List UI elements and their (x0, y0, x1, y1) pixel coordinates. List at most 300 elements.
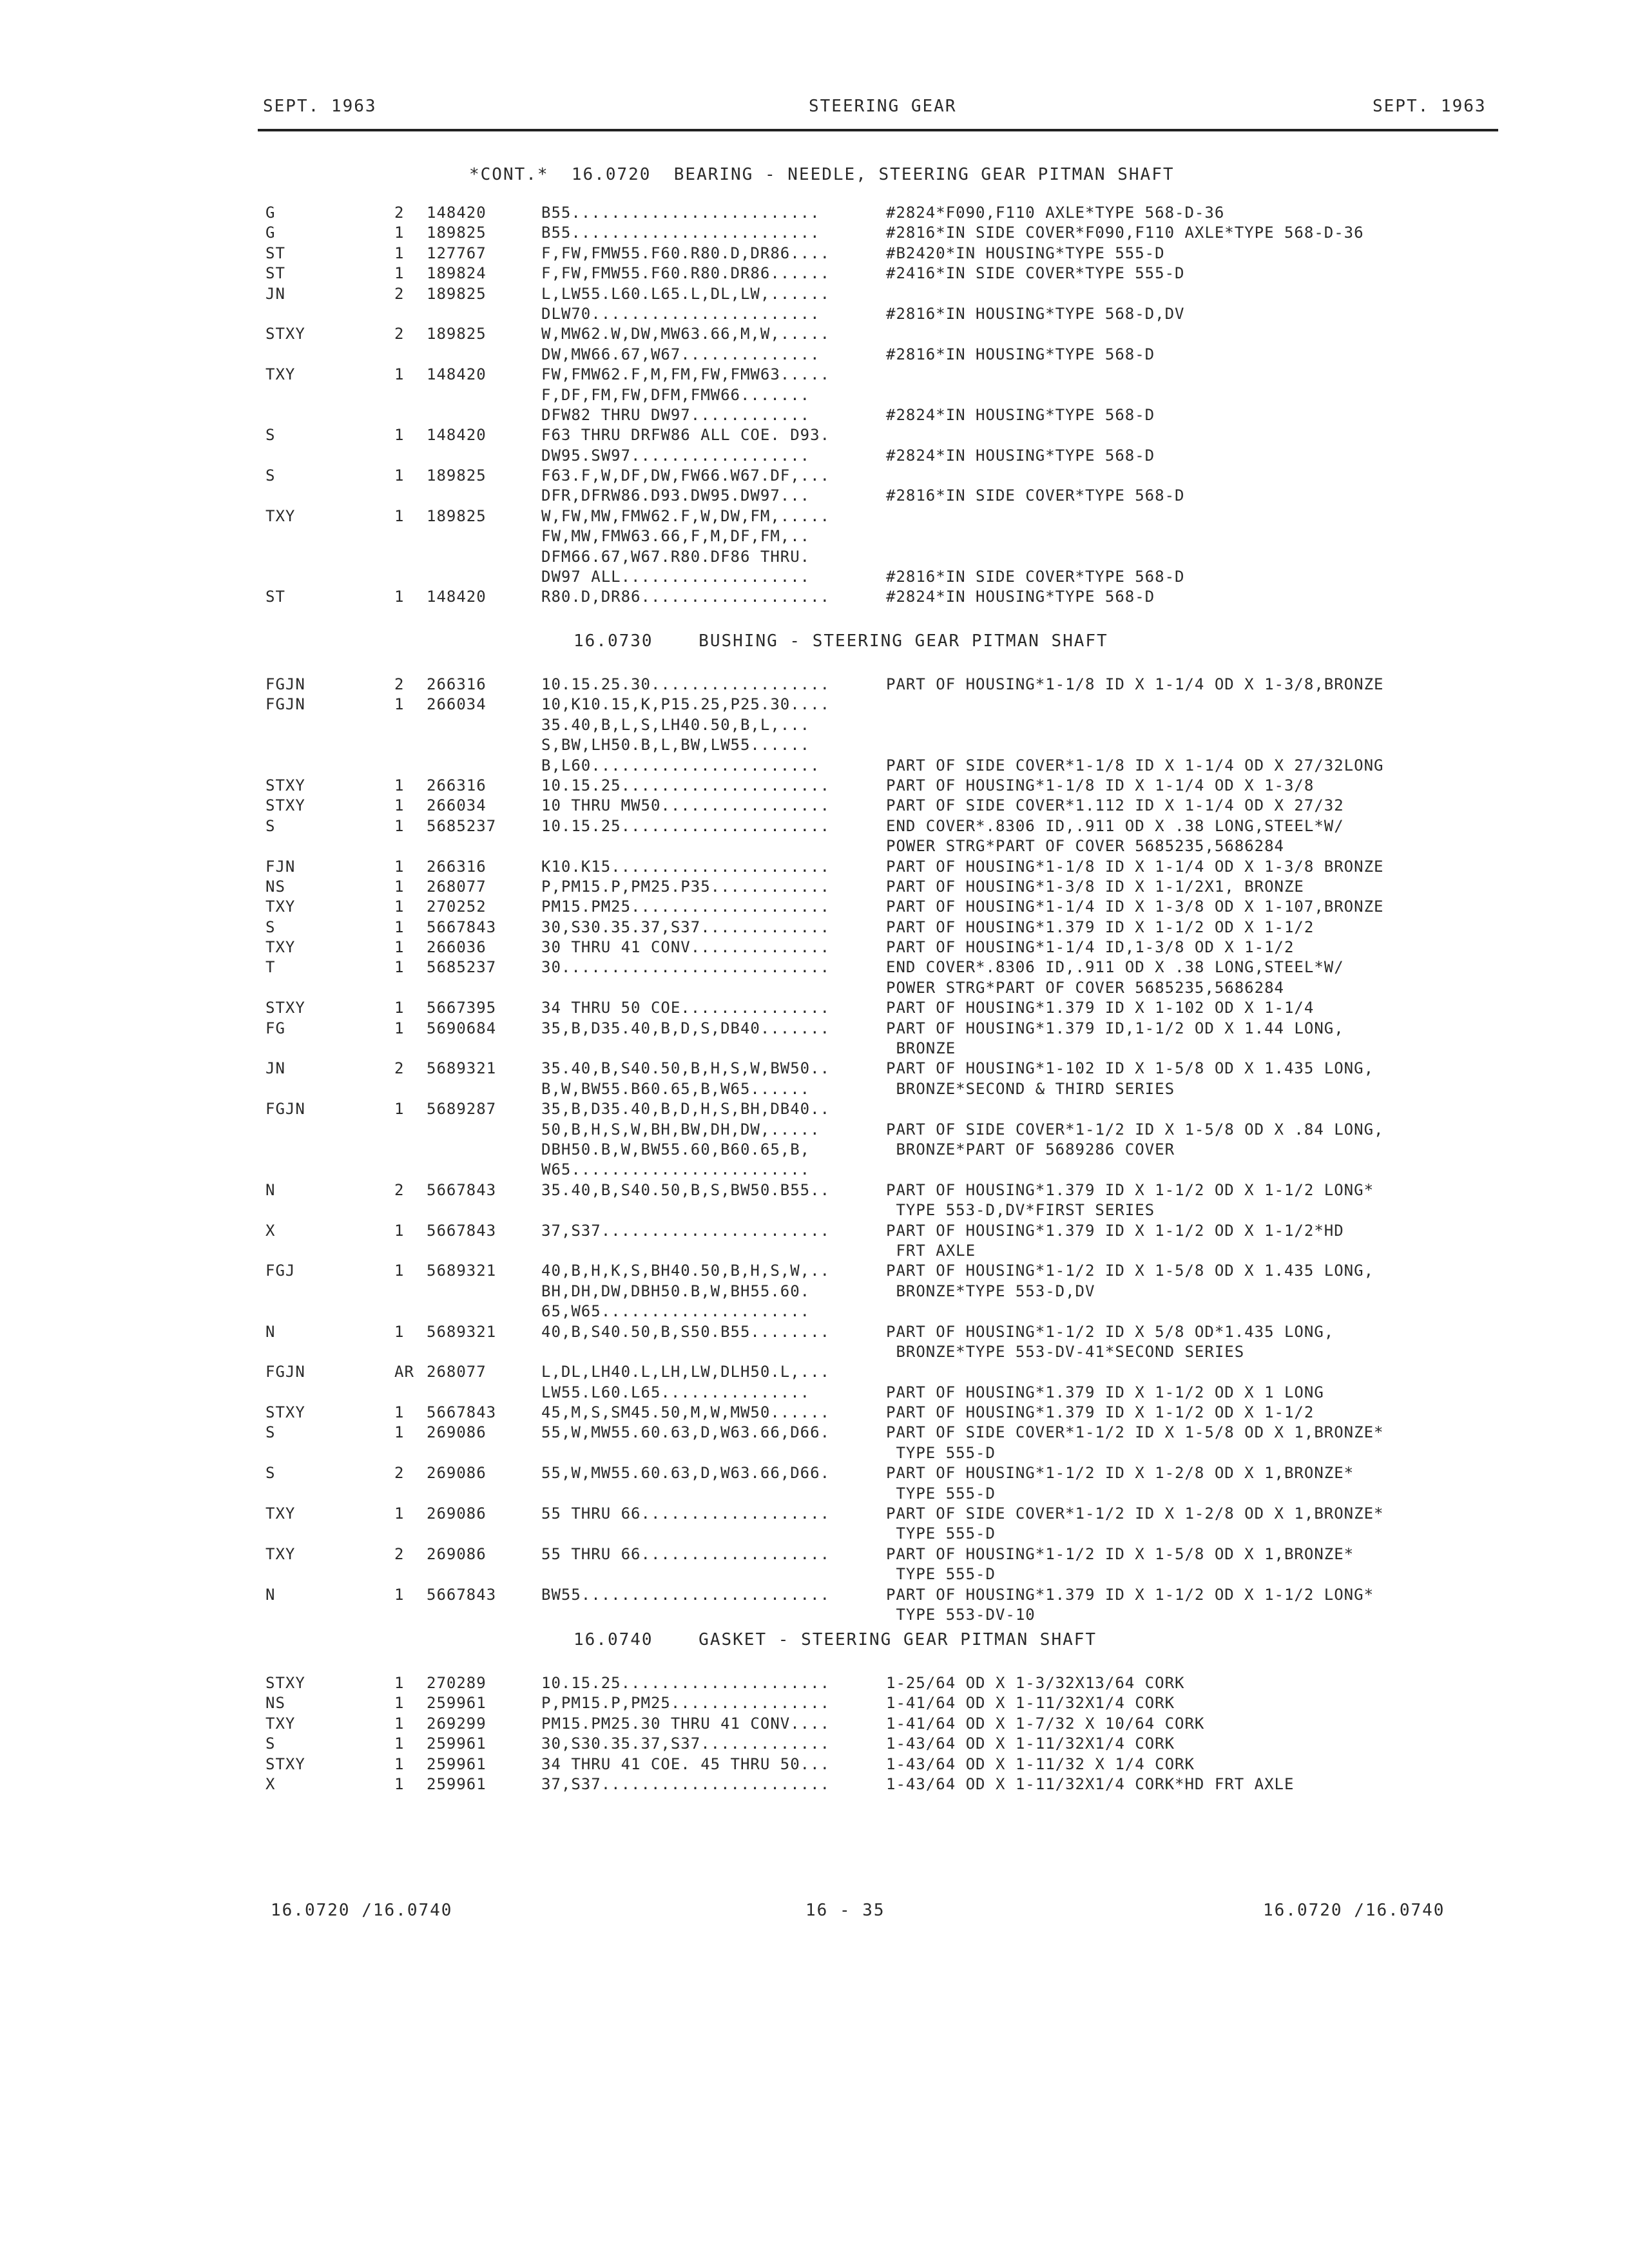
list-item (0, 365, 1629, 385)
quantity: 1 (394, 506, 405, 525)
remarks: PART OF SIDE COVER*1-1/2 ID X 1-5/8 OD X .84 LONG, (886, 1120, 1384, 1139)
model-list: F,DF,FM,FW,DFM,FMW66....... (541, 385, 811, 404)
header-title: STEERING GEAR (809, 97, 957, 116)
list-item (0, 1140, 1629, 1160)
model-list: 55,W,MW55.60.63,D,W63.66,D66. (541, 1423, 831, 1442)
quantity: 1 (394, 877, 405, 896)
applicability-code: FJN (265, 857, 296, 876)
model-list: 34 THRU 50 COE............... (541, 999, 831, 1017)
quantity: 1 (394, 1019, 405, 1037)
quantity: 1 (394, 857, 405, 876)
model-list: 30,S30.35.37,S37............. (541, 918, 831, 936)
remarks: TYPE 555-D (886, 1524, 996, 1543)
model-list: R80.D,DR86................... (541, 588, 831, 606)
section-rows-gasket (0, 1674, 1629, 1795)
part-number: 5685237 (427, 958, 497, 977)
part-number: 148420 (427, 426, 487, 445)
model-list: FW,MW,FMW63.66,F,M,DF,FM,.. (541, 527, 811, 546)
list-item (0, 466, 1629, 486)
model-list: 30,S30.35.37,S37............. (541, 1735, 831, 1753)
applicability-code: TXY (265, 506, 296, 525)
remarks: BRONZE*SECOND & THIRD SERIES (886, 1079, 1175, 1098)
applicability-code: S (265, 1423, 276, 1442)
model-list: 34 THRU 41 COE. 45 THRU 50... (541, 1754, 831, 1773)
part-number: 259961 (427, 1774, 487, 1793)
list-item (0, 878, 1629, 898)
list-item (0, 1485, 1629, 1504)
part-number: 269086 (427, 1544, 487, 1563)
quantity: 1 (394, 898, 405, 916)
list-item (0, 1586, 1629, 1606)
model-list: F63 THRU DRFW86 ALL COE. D93. (541, 426, 831, 445)
quantity: 2 (394, 1464, 405, 1483)
quantity: 1 (394, 1322, 405, 1341)
applicability-code: JN (265, 1059, 285, 1078)
list-item (0, 548, 1629, 568)
model-list: DFW82 THRU DW97............ (541, 405, 811, 424)
model-list: 35,B,D35.40,B,D,S,DB40....... (541, 1019, 831, 1037)
model-list: 45,M,S,SM45.50,M,W,MW50...... (541, 1403, 831, 1422)
model-list: B,W,BW55.B60.65,B,W65...... (541, 1079, 811, 1098)
part-number: 189825 (427, 325, 487, 343)
applicability-code: X (265, 1774, 276, 1793)
model-list: DFR,DFRW86.D93.DW95.DW97... (541, 486, 811, 505)
remarks: #2416*IN SIDE COVER*TYPE 555-D (886, 264, 1185, 283)
list-item (0, 1423, 1629, 1443)
quantity: 1 (394, 999, 405, 1017)
applicability-code: STXY (265, 1674, 305, 1692)
list-item (0, 1059, 1629, 1079)
part-number: 270289 (427, 1674, 487, 1692)
quantity: 1 (394, 244, 405, 262)
quantity: 1 (394, 816, 405, 835)
part-number: 269086 (427, 1423, 487, 1442)
remarks: PART OF HOUSING*1.379 ID X 1-102 OD X 1-1/4 (886, 999, 1315, 1017)
list-item (0, 736, 1629, 756)
remarks: PART OF SIDE COVER*1.112 ID X 1-1/4 OD X 27/32 (886, 796, 1344, 815)
list-item (0, 979, 1629, 999)
applicability-code: NS (265, 877, 285, 896)
part-number: 270252 (427, 898, 487, 916)
quantity: AR (394, 1363, 414, 1381)
applicability-code: FGJN (265, 1100, 305, 1119)
applicability-code: STXY (265, 325, 305, 343)
applicability-code: S (265, 426, 276, 445)
part-number: 5667843 (427, 1180, 497, 1199)
section-rows-bearing (0, 204, 1629, 608)
applicability-code: S (265, 1464, 276, 1483)
remarks: PART OF HOUSING*1-1/8 ID X 1-1/4 OD X 1-3/8 (886, 776, 1315, 794)
quantity: 1 (394, 264, 405, 283)
remarks: TYPE 553-D,DV*FIRST SERIES (886, 1201, 1155, 1220)
part-number: 5667843 (427, 918, 497, 936)
section-rows-bushing (0, 675, 1629, 1626)
remarks: #2816*IN HOUSING*TYPE 568-D,DV (886, 304, 1185, 323)
model-list: 35.40,B,L,S,LH40.50,B,L,... (541, 715, 811, 734)
model-list: F,FW,FMW55.F60.R80.DR86...... (541, 264, 831, 283)
part-number: 5685237 (427, 816, 497, 835)
remarks: #2816*IN SIDE COVER*TYPE 568-D (886, 486, 1185, 505)
remarks: #2816*IN HOUSING*TYPE 568-D (886, 345, 1155, 363)
list-item (0, 1222, 1629, 1242)
list-item (0, 486, 1629, 506)
model-list: K10.K15...................... (541, 857, 831, 876)
model-list: 40,B,H,K,S,BH40.50,B,H,S,W,.. (541, 1262, 831, 1280)
model-list: DLW70....................... (541, 304, 820, 323)
quantity: 1 (394, 938, 405, 957)
remarks: PART OF HOUSING*1-1/4 ID X 1-3/8 OD X 1-107,BRONZE (886, 898, 1384, 916)
model-list: B,L60....................... (541, 756, 820, 774)
remarks: #2824*IN HOUSING*TYPE 568-D (886, 588, 1155, 606)
remarks: 1-43/64 OD X 1-11/32X1/4 CORK*HD FRT AXLE (886, 1774, 1295, 1793)
remarks: PART OF HOUSING*1-102 ID X 1-5/8 OD X 1.435 LONG, (886, 1059, 1374, 1078)
model-list: DBH50.B,W,BW55.60,B60.65,B, (541, 1140, 811, 1158)
list-item (0, 817, 1629, 837)
applicability-code: FGJN (265, 695, 305, 714)
list-item (0, 837, 1629, 857)
model-list: 30 THRU 41 CONV.............. (541, 938, 831, 957)
list-item (0, 305, 1629, 325)
applicability-code: G (265, 224, 276, 242)
list-item (0, 1674, 1629, 1694)
part-number: 268077 (427, 1363, 487, 1381)
remarks: PART OF HOUSING*1-1/2 ID X 1-5/8 OD X 1,BRONZE* (886, 1544, 1354, 1563)
remarks: BRONZE*PART OF 5689286 COVER (886, 1140, 1175, 1158)
part-number: 268077 (427, 877, 487, 896)
list-item (0, 938, 1629, 958)
remarks: TYPE 553-DV-10 (886, 1605, 1036, 1624)
list-item (0, 1403, 1629, 1423)
model-list: 10.15.25..................... (541, 776, 831, 794)
list-item (0, 1262, 1629, 1282)
list-item (0, 1201, 1629, 1221)
part-number: 148420 (427, 204, 487, 222)
remarks: 1-43/64 OD X 1-11/32 X 1/4 CORK (886, 1754, 1195, 1773)
applicability-code: FGJN (265, 675, 305, 693)
part-number: 5667395 (427, 999, 497, 1017)
remarks: 1-43/64 OD X 1-11/32X1/4 CORK (886, 1735, 1175, 1753)
quantity: 1 (394, 224, 405, 242)
applicability-code: S (265, 466, 276, 485)
remarks: PART OF HOUSING*1.379 ID X 1-1/2 OD X 1-1/2 LONG* (886, 1180, 1374, 1199)
quantity: 1 (394, 776, 405, 794)
quantity: 1 (394, 1674, 405, 1692)
model-list: 55,W,MW55.60.63,D,W63.66,D66. (541, 1464, 831, 1483)
list-item (0, 958, 1629, 978)
quantity: 1 (394, 918, 405, 936)
remarks: #2816*IN SIDE COVER*TYPE 568-D (886, 568, 1185, 586)
model-list: 30........................... (541, 958, 831, 977)
applicability-code: S (265, 816, 276, 835)
part-number: 127767 (427, 244, 487, 262)
list-item (0, 1694, 1629, 1714)
model-list: 65,W65..................... (541, 1302, 811, 1321)
quantity: 2 (394, 675, 405, 693)
list-item (0, 406, 1629, 426)
remarks: FRT AXLE (886, 1241, 976, 1260)
applicability-code: JN (265, 284, 285, 303)
quantity: 1 (394, 1403, 405, 1422)
part-number: 189825 (427, 224, 487, 242)
model-list: 10.15.25..................... (541, 1674, 831, 1692)
list-item (0, 918, 1629, 938)
header-date-left: SEPT. 1963 (263, 97, 377, 116)
list-item (0, 1775, 1629, 1795)
list-item (0, 1524, 1629, 1544)
model-list: P,PM15.P,PM25................ (541, 1694, 831, 1713)
list-item (0, 695, 1629, 715)
list-item (0, 264, 1629, 284)
remarks: PART OF HOUSING*1-1/2 ID X 1-5/8 OD X 1.435 LONG, (886, 1262, 1374, 1280)
remarks: PART OF HOUSING*1.379 ID X 1-1/2 OD X 1-1/2*HD (886, 1221, 1344, 1240)
quantity: 1 (394, 796, 405, 815)
list-item (0, 325, 1629, 345)
model-list: 10 THRU MW50................. (541, 796, 831, 815)
list-item (0, 1444, 1629, 1464)
remarks: POWER STRG*PART OF COVER 5685235,5686284 (886, 978, 1284, 997)
list-item (0, 568, 1629, 588)
applicability-code: STXY (265, 796, 305, 815)
applicability-code: TXY (265, 938, 296, 957)
quantity: 2 (394, 204, 405, 222)
list-item (0, 1504, 1629, 1524)
model-list: S,BW,LH50.B,L,BW,LW55...... (541, 736, 811, 754)
part-number: 148420 (427, 588, 487, 606)
applicability-code: STXY (265, 1754, 305, 1773)
quantity: 2 (394, 1180, 405, 1199)
model-list: W,MW62.W,DW,MW63.66,M,W,..... (541, 325, 831, 343)
model-list: DW,MW66.67,W67.............. (541, 345, 820, 363)
list-item (0, 386, 1629, 406)
list-item (0, 1181, 1629, 1201)
applicability-code: FGJ (265, 1262, 296, 1280)
remarks: PART OF HOUSING*1-1/2 ID X 5/8 OD*1.435 LONG, (886, 1322, 1335, 1341)
part-number: 189824 (427, 264, 487, 283)
quantity: 1 (394, 1423, 405, 1442)
model-list: 50,B,H,S,W,BH,BW,DH,DW,..... (541, 1120, 820, 1139)
quantity: 1 (394, 426, 405, 445)
remarks: BRONZE (886, 1039, 956, 1058)
model-list: P,PM15.P,PM25.P35............ (541, 877, 831, 896)
model-list: DW97 ALL................... (541, 568, 811, 586)
quantity: 1 (394, 1262, 405, 1280)
list-item (0, 1039, 1629, 1059)
remarks: END COVER*.8306 ID,.911 OD X .38 LONG,STEEL*W/ (886, 816, 1344, 835)
applicability-code: ST (265, 264, 285, 283)
header-rule (258, 129, 1498, 131)
remarks: POWER STRG*PART OF COVER 5685235,5686284 (886, 837, 1284, 856)
applicability-code: TXY (265, 365, 296, 384)
part-number: 266034 (427, 695, 487, 714)
quantity: 1 (394, 365, 405, 384)
remarks: PART OF SIDE COVER*1-1/8 ID X 1-1/4 OD X 27/32LONG (886, 756, 1384, 774)
list-item (0, 244, 1629, 264)
quantity: 1 (394, 1774, 405, 1793)
list-item (0, 588, 1629, 608)
applicability-code: ST (265, 588, 285, 606)
list-item (0, 858, 1629, 878)
remarks: #2824*F090,F110 AXLE*TYPE 568-D-36 (886, 204, 1225, 222)
list-item (0, 675, 1629, 695)
part-number: 266316 (427, 675, 487, 693)
remarks: PART OF SIDE COVER*1-1/2 ID X 1-2/8 OD X 1,BRONZE* (886, 1504, 1384, 1523)
model-list: PM15.PM25.30 THRU 41 CONV.... (541, 1714, 831, 1733)
footer-range-right: 16.0720 /16.0740 (1263, 1901, 1445, 1920)
applicability-code: STXY (265, 1403, 305, 1422)
remarks: PART OF HOUSING*1.379 ID X 1-1/2 OD X 1 LONG (886, 1383, 1324, 1401)
model-list: DW95.SW97.................. (541, 446, 811, 465)
model-list: W65........................ (541, 1160, 811, 1179)
remarks: PART OF SIDE COVER*1-1/2 ID X 1-5/8 OD X 1,BRONZE* (886, 1423, 1384, 1442)
model-list: BH,DH,DW,DBH50.B,W,BH55.60. (541, 1282, 811, 1300)
applicability-code: TXY (265, 898, 296, 916)
quantity: 1 (394, 1221, 405, 1240)
model-list: 10,K10.15,K,P15.25,P25.30.... (541, 695, 831, 714)
applicability-code: G (265, 204, 276, 222)
applicability-code: FGJN (265, 1363, 305, 1381)
list-item (0, 898, 1629, 918)
quantity: 1 (394, 958, 405, 977)
part-number: 189825 (427, 284, 487, 303)
list-item (0, 285, 1629, 305)
remarks: PART OF HOUSING*1-1/8 ID X 1-1/4 OD X 1-3/8 BRONZE (886, 857, 1384, 876)
part-number: 266034 (427, 796, 487, 815)
list-item (0, 1323, 1629, 1343)
part-number: 269086 (427, 1464, 487, 1483)
list-item (0, 1464, 1629, 1484)
section-title-gasket: 16.0740 GASKET - STEERING GEAR PITMAN SHAFT (574, 1630, 1097, 1649)
part-number: 5689321 (427, 1059, 497, 1078)
model-list: B55......................... (541, 204, 820, 222)
footer-range-left: 16.0720 /16.0740 (271, 1901, 453, 1920)
page-number: 16 - 35 (805, 1901, 885, 1920)
quantity: 2 (394, 1544, 405, 1563)
part-number: 5689321 (427, 1322, 497, 1341)
applicability-code: ST (265, 244, 285, 262)
remarks: #B2420*IN HOUSING*TYPE 555-D (886, 244, 1165, 262)
quantity: 1 (394, 1754, 405, 1773)
list-item (0, 1343, 1629, 1363)
model-list: 10.15.25..................... (541, 816, 831, 835)
applicability-code: S (265, 1735, 276, 1753)
applicability-code: N (265, 1322, 276, 1341)
model-list: BW55......................... (541, 1585, 831, 1604)
header-date-right: SEPT. 1963 (1373, 97, 1487, 116)
applicability-code: N (265, 1585, 276, 1604)
list-item (0, 1019, 1629, 1039)
model-list: F,FW,FMW55.F60.R80.D,DR86.... (541, 244, 831, 262)
model-list: PM15.PM25.................... (541, 898, 831, 916)
remarks: TYPE 555-D (886, 1484, 996, 1503)
quantity: 2 (394, 284, 405, 303)
remarks: PART OF HOUSING*1.379 ID X 1-1/2 OD X 1-1/2 LONG* (886, 1585, 1374, 1604)
model-list: 35.40,B,S40.50,B,S,BW50.B55.. (541, 1180, 831, 1199)
part-number: 269086 (427, 1504, 487, 1523)
list-item (0, 1565, 1629, 1585)
list-item (0, 345, 1629, 365)
list-item (0, 426, 1629, 446)
list-item (0, 1735, 1629, 1754)
list-item (0, 1282, 1629, 1302)
list-item (0, 999, 1629, 1019)
remarks: #2824*IN HOUSING*TYPE 568-D (886, 405, 1155, 424)
remarks: PART OF HOUSING*1-1/4 ID,1-3/8 OD X 1-1/2 (886, 938, 1295, 957)
list-item (0, 447, 1629, 466)
remarks: TYPE 555-D (886, 1565, 996, 1584)
list-item (0, 204, 1629, 224)
remarks: 1-41/64 OD X 1-7/32 X 10/64 CORK (886, 1714, 1205, 1733)
list-item (0, 224, 1629, 244)
quantity: 1 (394, 1694, 405, 1713)
part-number: 189825 (427, 506, 487, 525)
part-number: 259961 (427, 1735, 487, 1753)
applicability-code: FG (265, 1019, 285, 1037)
part-number: 259961 (427, 1694, 487, 1713)
list-item (0, 507, 1629, 527)
quantity: 1 (394, 466, 405, 485)
part-number: 5667843 (427, 1585, 497, 1604)
part-number: 5689321 (427, 1262, 497, 1280)
remarks: BRONZE*TYPE 553-DV-41*SECOND SERIES (886, 1342, 1245, 1361)
applicability-code: N (265, 1180, 276, 1199)
model-list: W,FW,MW,FMW62.F,W,DW,FM,..... (541, 506, 831, 525)
part-number: 5689287 (427, 1100, 497, 1119)
remarks: 1-25/64 OD X 1-3/32X13/64 CORK (886, 1674, 1185, 1692)
list-item (0, 1160, 1629, 1180)
model-list: L,LW55.L60.L65.L,DL,LW,...... (541, 284, 831, 303)
model-list: 37,S37....................... (541, 1774, 831, 1793)
list-item (0, 796, 1629, 816)
list-item (0, 1302, 1629, 1322)
list-item (0, 756, 1629, 776)
list-item (0, 1545, 1629, 1565)
quantity: 1 (394, 695, 405, 714)
list-item (0, 1715, 1629, 1735)
remarks: PART OF HOUSING*1-3/8 ID X 1-1/2X1, BRONZE (886, 877, 1304, 896)
applicability-code: T (265, 958, 276, 977)
model-list: 10.15.25.30.................. (541, 675, 831, 693)
list-item (0, 1363, 1629, 1383)
remarks: PART OF HOUSING*1.379 ID X 1-1/2 OD X 1-1/2 (886, 918, 1315, 936)
quantity: 1 (394, 1735, 405, 1753)
model-list: 37,S37....................... (541, 1221, 831, 1240)
list-item (0, 1120, 1629, 1140)
remarks: PART OF HOUSING*1-1/8 ID X 1-1/4 OD X 1-3/8,BRONZE (886, 675, 1384, 693)
quantity: 1 (394, 1504, 405, 1523)
model-list: DFM66.67,W67.R80.DF86 THRU. (541, 547, 811, 566)
model-list: L,DL,LH40.L,LH,LW,DLH50.L,... (541, 1363, 831, 1381)
part-number: 269299 (427, 1714, 487, 1733)
remarks: TYPE 555-D (886, 1443, 996, 1462)
list-item (0, 1242, 1629, 1262)
remarks: END COVER*.8306 ID,.911 OD X .38 LONG,STEEL*W/ (886, 958, 1344, 977)
applicability-code: TXY (265, 1504, 296, 1523)
applicability-code: STXY (265, 776, 305, 794)
remarks: PART OF HOUSING*1.379 ID X 1-1/2 OD X 1-1/2 (886, 1403, 1315, 1422)
part-number: 148420 (427, 365, 487, 384)
part-number: 5667843 (427, 1221, 497, 1240)
model-list: FW,FMW62.F,M,FM,FW,FMW63..... (541, 365, 831, 384)
model-list: 55 THRU 66................... (541, 1544, 831, 1563)
remarks: BRONZE*TYPE 553-D,DV (886, 1282, 1095, 1300)
section-title-bearing: *CONT.* 16.0720 BEARING - NEEDLE, STEERING GEAR PITMAN SHAFT (469, 165, 1175, 184)
quantity: 1 (394, 1100, 405, 1119)
list-item (0, 1383, 1629, 1403)
model-list: 35.40,B,S40.50,B,H,S,W,BW50.. (541, 1059, 831, 1078)
part-number: 5667843 (427, 1403, 497, 1422)
model-list: 35,B,D35.40,B,D,H,S,BH,DB40.. (541, 1100, 831, 1119)
model-list: 55 THRU 66................... (541, 1504, 831, 1523)
